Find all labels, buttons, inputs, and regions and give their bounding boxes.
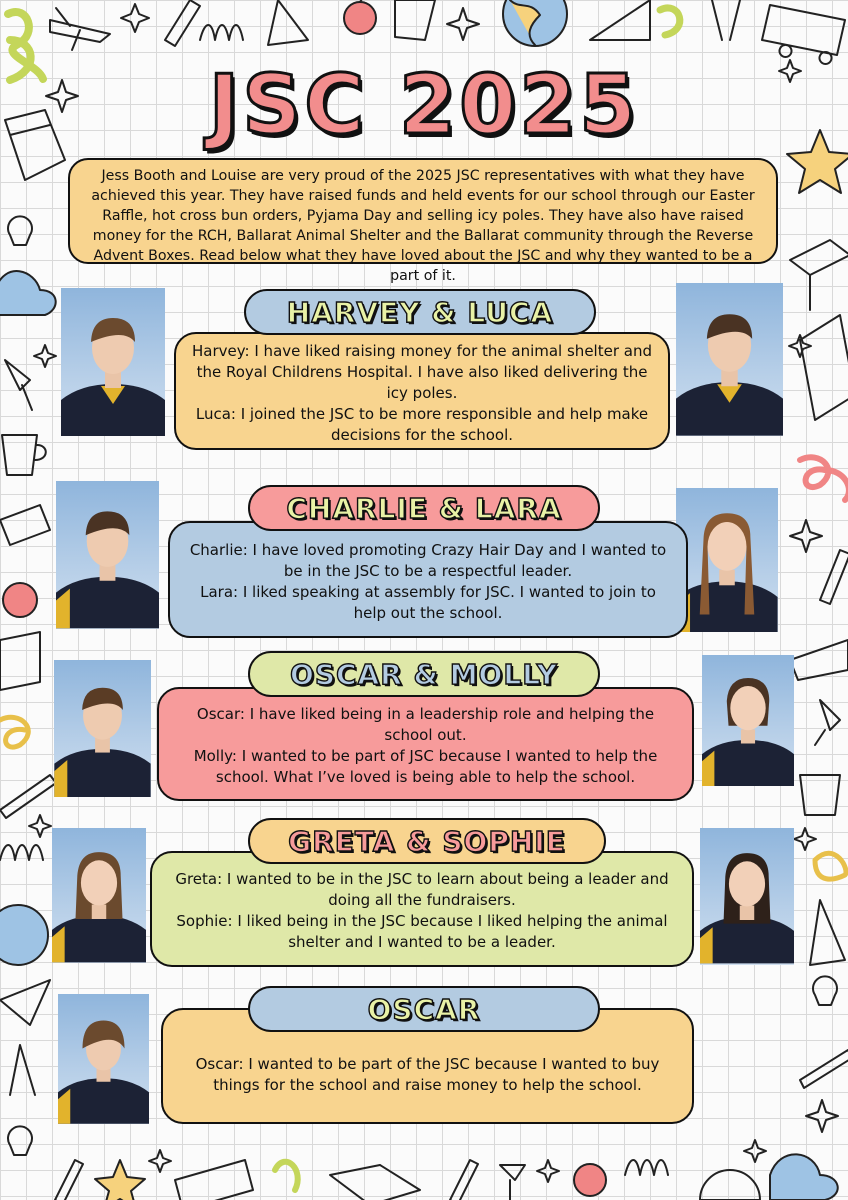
lightbulb-icon [8,216,32,245]
quote-line: Charlie: I have loved promoting Crazy Hair Day and I wanted to be in the JSC to be a respectful leader. [189,540,667,580]
sparkle-icon [121,4,149,32]
quote-line: Harvey: I have liked raising money for the animal shelter and the Royal Childrens Hospital. I have also liked delivering the icy poles. [192,341,652,402]
cone-icon [810,900,845,965]
section-quote-oscar-molly [157,687,694,801]
sparkle-icon [806,1100,838,1132]
pencil-icon [450,1160,478,1200]
apple-icon [574,1164,606,1196]
sparkle-icon [447,8,479,40]
student-photo-oscar-2 [58,994,149,1124]
student-photo-molly [702,655,794,786]
sparkle-icon [789,335,811,357]
sparkle-icon [537,1160,559,1182]
protractor-icon [700,1170,760,1200]
airplane-icon [50,8,110,50]
sparkle-icon [149,1150,171,1172]
sparkle-icon [794,828,816,850]
wave-doodle-icon [0,845,43,860]
pen-icon [800,1050,848,1088]
cloud-icon [0,271,56,315]
quote-line: Molly: I wanted to be part of JSC because I wanted to help the school. What I’ve loved is being able to help the school. [193,747,658,786]
globe-icon [0,905,48,965]
graduation-cap-icon [790,240,848,310]
quote-line: Greta: I wanted to be in the JSC to learn about being a leader and doing all the fundraisers. [175,870,669,909]
lightbulb-icon [8,1126,32,1155]
student-photo-harvey [61,288,165,436]
airplane-icon [790,640,848,680]
wave-doodle-icon [200,25,243,40]
sparkle-icon [29,815,51,837]
bus-icon [0,505,50,545]
section-quote-charlie-lara [168,521,688,638]
lightbulb-icon [813,976,837,1005]
compass-icon [712,0,740,40]
star-icon [95,1160,145,1200]
mug-icon [800,775,840,815]
section-name-charlie-lara: CHARLIE & LARA [248,485,600,531]
student-photo-greta [52,828,146,963]
compass-icon [10,1045,35,1095]
cone-icon [268,0,308,45]
globe-icon [503,0,567,46]
section-name-greta-sophie: GRETA & SOPHIE [248,818,606,864]
pencil-icon [820,550,848,604]
student-photo-luca [676,283,783,436]
quote-line: Lara: I liked speaking at assembly for JSC. I wanted to join to help out the school. [200,582,656,622]
pen-icon [0,775,56,818]
bus-icon [175,1160,253,1200]
apple-icon [3,583,37,617]
wave-doodle-icon [625,1160,668,1175]
student-photo-sophie [700,828,794,965]
section-quote-harvey-luca [174,332,670,450]
spiral-icon [660,8,680,35]
spiral-icon [0,717,28,747]
section-name-oscar-molly: OSCAR & MOLLY [248,651,600,697]
sparkle-icon [790,520,822,552]
calculator-icon [800,315,848,420]
leaf-icon [815,853,846,879]
section-name-harvey-luca: HARVEY & LUCA [244,289,596,335]
quote-line: Oscar: I have liked being in a leadership role and helping the school out. [196,705,655,744]
pushpin-icon [5,360,32,410]
section-name-oscar: OSCAR [248,986,600,1032]
student-photo-lara [676,488,778,632]
quote-line: Oscar: I wanted to be part of the JSC because I wanted to buy things for the school and raise money to help the school. [195,1055,660,1094]
intro-text: Jess Booth and Louise are very proud of the 2025 JSC representatives with what they have achieved this year. They have raised funds and held events for our school through our Easter Raffle, hot cross bun orders, Pyjama Day and selling icy poles. They have also have raised money for the RCH, Ballarat Animal Shelter and the Ballarat community through the Reverse Advent Boxes. Read below what they have loved about the JSC and why they wanted to be a part of it. [68,158,778,264]
mug-icon [2,435,46,475]
ruler-icon [0,632,40,690]
student-photo-charlie [56,481,159,629]
bus-icon [762,5,845,64]
apple-icon [344,2,376,34]
book-icon [330,1165,420,1200]
student-photo-oscar [54,660,151,797]
section-quote-greta-sophie [150,851,694,967]
paper-plane-icon [0,980,50,1025]
pushpin-icon [500,1165,525,1200]
triangle-ruler-icon [590,0,650,40]
pushpin-icon [815,700,840,745]
quote-line: Luca: I joined the JSC to be more responsible and help make decisions for the school. [195,404,649,444]
sparkle-icon [744,1140,766,1162]
quote-line: Sophie: I liked being in the JSC because I liked helping the animal shelter and I wanted to be a leader. [176,912,668,951]
pencil-icon [165,0,200,46]
ruler-icon [395,0,435,40]
spiral-icon [800,457,848,500]
sparkle-icon [34,345,56,367]
pencil-icon [55,1160,83,1200]
page-title: JSC 2025 [208,58,640,153]
scribble-icon [275,1162,298,1190]
cloud-icon [770,1154,838,1200]
